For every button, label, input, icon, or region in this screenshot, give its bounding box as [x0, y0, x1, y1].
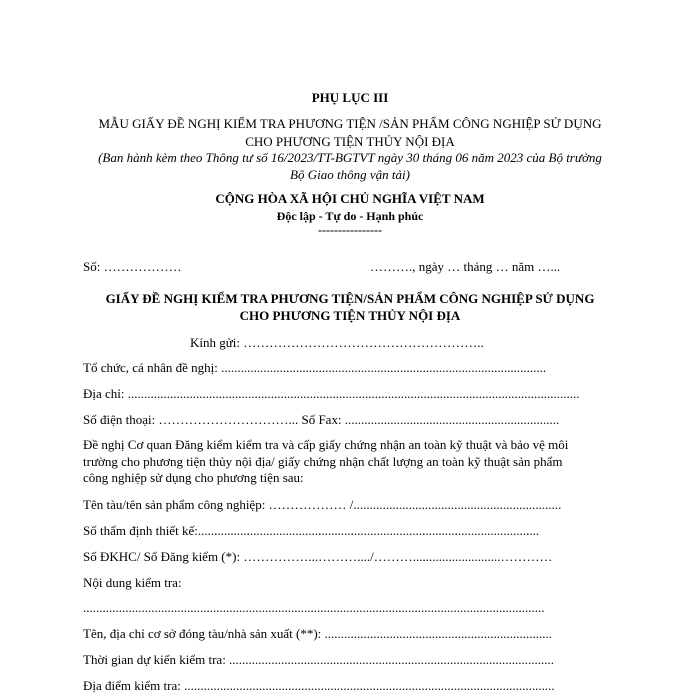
appendix-heading: PHỤ LỤC III [311, 90, 389, 105]
request-paragraph-line-2: trường cho phương tiện thủy nội địa/ giấy chứng nhận chất lượng an toàn kỹ thuật sản phẩm [83, 454, 563, 469]
field-phone-fax: Số điện thoại: …………………………... Số Fax: .................................................................. [83, 412, 560, 427]
field-inspection-content-dots: .............................................................................................................................................. [83, 600, 545, 615]
field-design-appraisal: Số thẩm định thiết kế:......................................................................................................... [83, 523, 540, 538]
field-registration-number: Số ĐKHC/ Số Đăng kiểm (*): ……………...………..../………...........................………… [83, 549, 553, 564]
form-title-line-2: CHO PHƯƠNG TIỆN THỦY NỘI ĐỊA [245, 134, 455, 149]
issued-by-line-2: Bộ Giao thông vận tải) [290, 167, 410, 182]
field-location: Địa điểm kiểm tra: .................................................................................................................. [83, 678, 555, 693]
national-name: CỘNG HÒA XÃ HỘI CHỦ NGHĨA VIỆT NAM [215, 191, 485, 206]
document-number: Số: ……………… [83, 259, 182, 274]
form-title-line-1: MẪU GIẤY ĐỀ NGHỊ KIỂM TRA PHƯƠNG TIỆN /SẢN PHẨM CÔNG NGHIỆP SỬ DỤNG [98, 116, 602, 131]
motto-separator: ---------------- [318, 223, 382, 237]
document-date: ………., ngày … tháng … năm …... [370, 259, 561, 274]
field-address: Địa chỉ: ........................................................................................................................................... [83, 386, 580, 401]
national-motto: Độc lập - Tự do - Hạnh phúc [276, 209, 424, 223]
issued-by-line-1: (Ban hành kèm theo Thông tư số 16/2023/TT-BGTVT ngày 30 tháng 06 năm 2023 của Bộ trưởng [98, 150, 602, 165]
document-title-line-1: GIẤY ĐỀ NGHỊ KIỂM TRA PHƯƠNG TIỆN/SẢN PHẨM CÔNG NGHIỆP SỬ DỤNG [105, 291, 595, 306]
field-requesting-org: Tổ chức, cá nhân đề nghị: .................................................................................................... [83, 360, 547, 375]
request-paragraph-line-1: Đề nghị Cơ quan Đăng kiểm kiểm tra và cấp giấy chứng nhận an toàn kỹ thuật và bảo vệ môi [83, 437, 569, 452]
request-paragraph-line-3: công nghiệp sử dụng cho phương tiện sau: [83, 470, 304, 485]
field-vessel-name: Tên tàu/tên sản phẩm công nghiệp: ……………… /................................................................ [83, 497, 562, 512]
recipient-line: Kính gửi: ……………………………………………….. [190, 335, 484, 350]
document-title-line-2: CHO PHƯƠNG TIỆN THỦY NỘI ĐỊA [239, 308, 461, 323]
field-inspection-content: Nội dung kiểm tra: [83, 575, 182, 590]
field-expected-time: Thời gian dự kiến kiểm tra: .................................................................................................... [83, 652, 555, 667]
field-shipyard: Tên, địa chỉ cơ sở đóng tàu/nhà sản xuất (**): ...................................................................... [83, 626, 553, 641]
